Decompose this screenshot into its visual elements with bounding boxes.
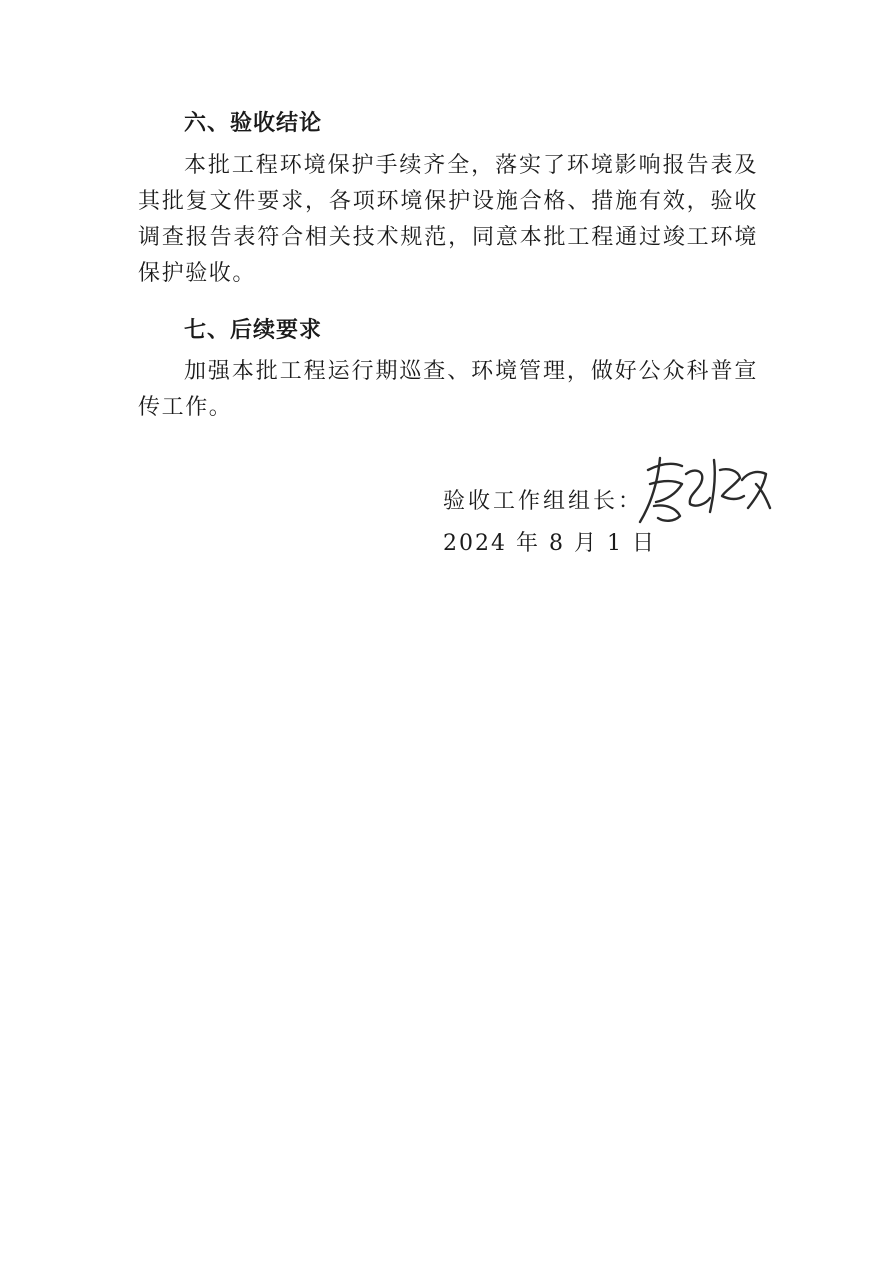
section-heading-followup: 七、后续要求 (184, 318, 323, 343)
section-heading-conclusion: 六、验收结论 (184, 111, 323, 136)
section-body-conclusion (138, 148, 758, 292)
paragraph-conclusion: 本批工程环境保护手续齐全，落实了环境影响报告表及其批复文件要求，各项环境保护设施合格、措施有效，验收调查报告表符合相关技术规范，同意本批工程通过竣工环境保护验收。 (138, 153, 758, 286)
signoff-date: 2024 年 8 月 1 日 (443, 531, 656, 556)
signoff-role-label: 验收工作组组长： (443, 489, 644, 514)
paragraph-followup: 加强本批工程运行期巡查、环境管理，做好公众科普宣传工作。 (138, 359, 758, 420)
signature-icon (630, 450, 780, 530)
section-body-followup (138, 354, 758, 426)
